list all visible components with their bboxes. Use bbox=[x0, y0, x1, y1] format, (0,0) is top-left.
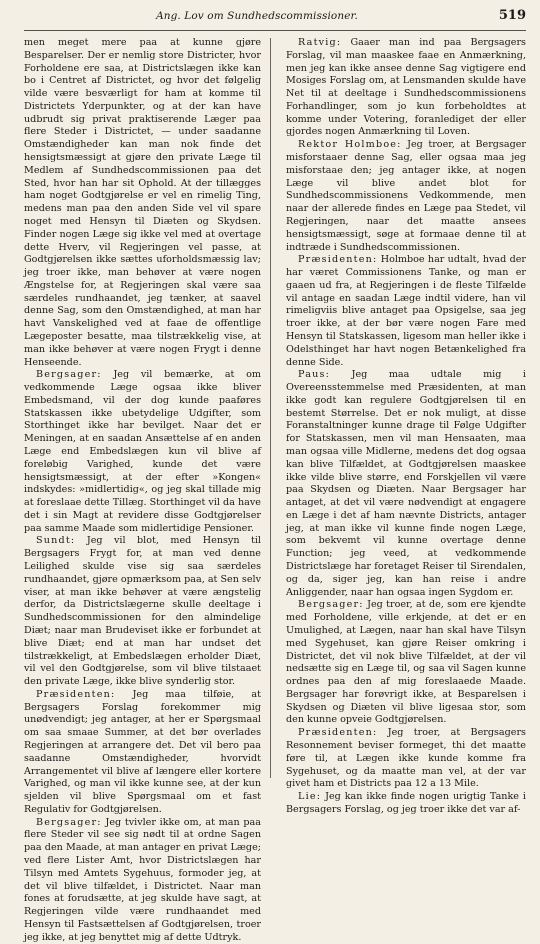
speaker-name: Rektor Holmboe: bbox=[298, 139, 402, 151]
left-column bbox=[24, 37, 261, 944]
speaker-name: Præsidenten: bbox=[36, 688, 116, 700]
speaker-name: Paus: bbox=[298, 369, 331, 381]
speech-paragraph bbox=[286, 37, 526, 139]
speaker-name: Bergsager: bbox=[36, 369, 102, 381]
speech-paragraph bbox=[286, 369, 526, 599]
speech-paragraph bbox=[286, 791, 526, 817]
speech-paragraph bbox=[24, 817, 261, 944]
paragraph bbox=[24, 37, 261, 369]
speaker-name: Ratvig: bbox=[298, 37, 342, 48]
speaker-name: Lie: bbox=[298, 791, 322, 803]
speech-paragraph bbox=[24, 535, 261, 688]
paragraph-text: Jeg maa tilføie, at Bergsagers Forslag forekommer mig unødvendigt; jeg antager, at her er Spørgsmaal om saa smaae Summer, at det bør overlades Regjeringen at arrangere det. Det vil bero paa saadanne Omstændigheder, hvorvidt Arrangementet vil blive af længere eller kortere Varighed, og man vil ikke kunne see, at der kun sjelden vil blive Spørgsmaal om et fast Regulativ for Godtgjørelsen. bbox=[24, 688, 261, 815]
page-header bbox=[24, 8, 526, 31]
paragraph-text: Jeg tvivler ikke om, at man paa flere Steder vil see sig nødt til at ordne Sagen paa den Maade, at man antager en privat Læge; ved flere Lister Amt, hvor Districtslægen har Tilsyn med Amtets Sygehuus, formoder jeg, at det vil blive tilfældet, i Districtet. Naar man fones at forudsætte, at jeg skulde have sagt, at Regjeringen vilde være rundhaandet med Hensyn til Fastsættelsen af Godtgjørelsen, troer jeg ikke, at jeg benyttet mig af dette Udtryk. bbox=[24, 816, 261, 943]
speech-paragraph bbox=[286, 254, 526, 369]
speaker-name: Sundt: bbox=[36, 535, 76, 547]
page-number: 519 bbox=[498, 8, 526, 23]
paragraph-text: men meget mere paa at kunne gjøre Besparelser. Der er nemlig store Districter, hvor Forholdene ere saa, at Districtslægen ikke kan bo i Centret af Districtet, og hvor det følgelig vilde være besværligt for ham at komme til Districtets Yderpunkter, og at der kan have udbrudt sig privat praktiserende Læger paa flere Steder i Districtet, — under saadanne Omstændigheder kan man nok finde det hensigtsmæssigt at gjøre den private Læge til Medlem af Sundhedscommissionen paa det Sted, hvor han har sit Ophold. At der tillægges ham noget Godtgjørelse er vel en rimelig Ting, medens man paa den anden Side vel vil spare noget med Hensyn til Diæten og Skydsen. Finder nogen Læge sig ikke vel med at overtage dette Hverv, vil Regjeringen vel passe, at Godtgjørelsen ikke sættes uforholdsmæssig lav; jeg troer ikke, man behøver at være nogen Ængstelse for, at Regjeringen skal være saa særdeles rundhaandet, jeg tænker, at saavel denne Sag, som den Omstændighed, at man har havt Vanskelighed ved at faae de offentlige Lægeposter besatte, maa tilstrækkelig vise, at man ikke behøver at være nogen Frygt i denne Henseende. bbox=[24, 37, 261, 368]
paragraph-text: Jeg kan ikke finde nogen urigtig Tanke i Bergsagers Forslag, og jeg troer ikke det var af- bbox=[286, 791, 526, 815]
paragraph-text: Jeg vil blot, med Hensyn til Bergsagers Frygt for, at man ved denne Leilighed skulde vise sig saa særdeles rundhaandet, gjøre opmærksom paa, at Sen selv viser, at man ikke behøver at være ængstelig derfor, da Districtslægerne skulle deeltage i Sundhedscommissionen for den almindelige Diæt; naar man Brudeviset ikke er forbundet at blive Diæt; end at man har undset det tilstrækkeligt, at Embedslægen erholder Diæt, vil vel den Godtgjørelse, som vil blive tilstaaet den private Læge, ikke blive synderlig stor. bbox=[24, 535, 262, 688]
paragraph-text: Jeg troer, at Bergsagers Resonnement beviser formeget, thi det maatte føre til, at Lægen ikke kunde komme fra Sygehuset, og da maatte man vel, at der var givet ham et Districts paa 12 a 13 Mile. bbox=[286, 727, 526, 790]
speaker-name: Bergsager: bbox=[36, 816, 102, 828]
paragraph-text: Gaaer man ind paa Bergsagers Forslag, vil man maaskee faae en Anmærkning, men jeg kan ikke ansee denne Sag vigtigere end Mosiges Forslag om, at Lensmanden skulde have Net til at deeltage i Sundhedscommissionens Forhandlinger, som jo kun forbeholdtes at komme under Votering, foranlediget der eller gjordes nogen Anmærkning til Loven. bbox=[286, 37, 526, 138]
paragraph-text: Jeg maa udtale mig i Overeensstemmelse med Præsidenten, at man ikke godt kan regulere Godtgjørelsen til en bestemt Størrelse. Det er nok muligt, at disse Foranstaltninger kunne drage til Følge Udgifter for Statskassen, men vil man Hensaaten, maa man ogsaa ville Midlerne, medens det dog ogsaa kan blive Tilfældet, at Godtgjørelsen maaskee ikke vilde blive større, end Forskjellen vil være paa Skydsen og Diæten. Naar Bergsager har antaget, at det vil være nødvendigt at engagere en Læge i det af ham nævnte Districts, antager jeg, at man ikke vil kunne finde nogen Læge, som bekvemt vil kunne overtage denne Function; jeg veed, at vedkommende Districtslæge har foretaget Reiser til Sirendalen, og da, siger jeg, kan han reise i andre Anliggender, naar han ogsaa ingen Sygdom er. bbox=[286, 369, 526, 598]
speech-paragraph bbox=[286, 139, 526, 254]
speech-paragraph bbox=[286, 599, 526, 727]
speech-paragraph bbox=[24, 369, 261, 535]
paragraph-text: Holmboe har udtalt, hvad der har været Commissionens Tanke, og man er gaaen ud fra, at Regjeringen i de fleste Tilfælde vil antage en saadan Læge indtil videre, han vil rimeligviis blive antaget paa Opsigelse, saa jeg troer ikke, at der bør være nogen Fare med Hensyn til Statskassen, ligesom man heller ikke i Odelsthinget har havt nogen Betænkelighed fra denne Side. bbox=[286, 254, 526, 368]
speech-paragraph bbox=[286, 727, 526, 791]
paragraph-text: Jeg troer, at de, som ere kjendte med Forholdene, ville erkjende, at det er en Umulighed, at Lægen, naar han skal have Tilsyn med Sygehuset, kan gjøre Reiser omkring i Districtet, det vil nok blive Tilfældet, at der vil nedsætte sig en Læge til, og saa vil Sagen kunne ordnes paa den af mig foreslaaede Maade. Bergsager har forøvrigt ikke, at Besparelsen i Skydsen og Diæten vil blive ligesaa stor, som den kunne opveie Godtgjørelsen. bbox=[286, 599, 526, 726]
speech-paragraph bbox=[24, 689, 261, 817]
paragraph-text: Jeg vil bemærke, at om vedkommende Læge ogsaa ikke bliver Embedsmand, vil der dog kunde paaføres Statskassen ikke ubetydelige Udgifter, som Storthinget ikke har bevilget. Naar det er Meningen, at en saadan Ansættelse af en anden Læge end Embedslægen kun vil blive af foreløbig Varighed, kunde det være hensigtsmæssigt, at der efter »Kongen« indskydes: »midlertidig«, og jeg skal tillade mig at foreslaae dette Tillæg. Storthinget vil da have det i sin Magt at revidere disse Godtgjørelser paa samme Maade som midlertidige Pensioner. bbox=[24, 369, 261, 534]
speaker-name: Præsidenten: bbox=[298, 254, 378, 266]
right-column bbox=[286, 37, 526, 817]
speaker-name: Præsidenten: bbox=[298, 727, 378, 739]
column-divider bbox=[270, 38, 271, 778]
running-head: Ang. Lov om Sundhedscommissioner. bbox=[156, 10, 358, 22]
paragraph-text: Jeg troer, at Bergsager misforstaaer denne Sag, eller ogsaa maa jeg misforstaae den; jeg antager ikke, at nogen Læge vil blive andet blot for Sundhedscommissionens Vedkommende, men naar der allerede findes en Læge paa Stedet, vil Regjeringen, naar det maatte ansees hensigtsmæssigt, søge at formaae denne til at indtræde i Sundhedscommissionen. bbox=[286, 139, 526, 253]
speaker-name: Bergsager: bbox=[298, 599, 364, 611]
